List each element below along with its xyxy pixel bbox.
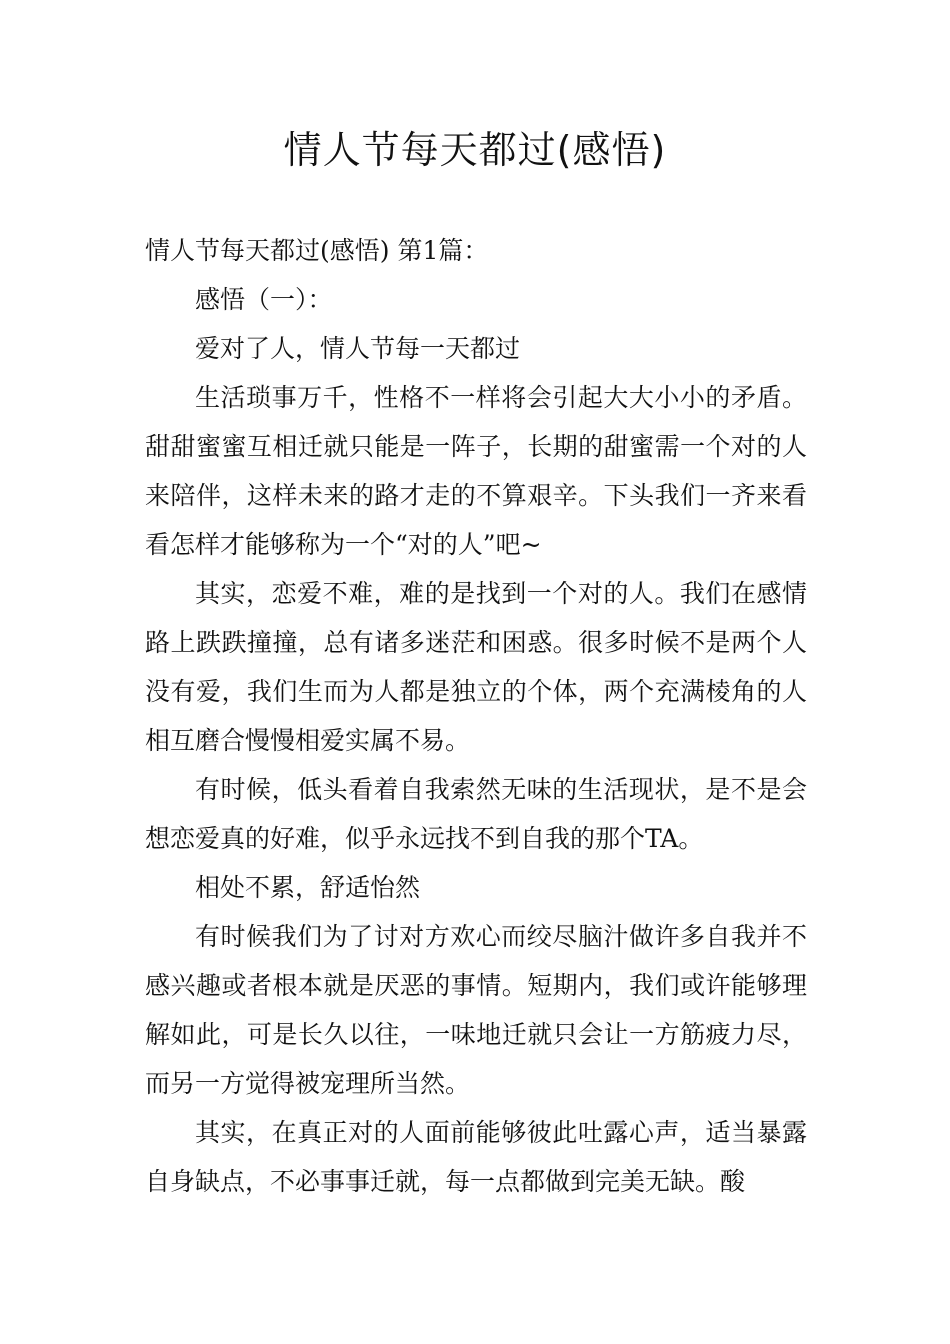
document-body <box>145 226 807 1206</box>
paragraph: 生活琐事万千，性格不一样将会引起大大小小的矛盾。甜甜蜜蜜互相迁就只能是一阵子，长期的甜蜜需一个对的人来陪伴，这样未来的路才走的不算艰辛。下头我们一齐来看看怎样才能够称为一个“对的人”吧~ <box>145 383 807 559</box>
paragraph: 有时候我们为了讨对方欢心而绞尽脑汁做许多自我并不感兴趣或者根本就是厌恶的事情。短期内，我们或许能够理解如此，可是长久以往，一味地迁就只会让一方筋疲力尽，而另一方觉得被宠理所当然。 <box>145 922 807 1098</box>
subsection-heading: 感悟（一）： <box>195 285 333 314</box>
subheading: 相处不累，舒适怡然 <box>195 873 421 902</box>
paragraph: 其实，恋爱不难，难的是找到一个对的人。我们在感情路上跌跌撞撞，总有诸多迷茫和困惑。很多时候不是两个人没有爱，我们生而为人都是独立的个体，两个充满棱角的人相互磨合慢慢相爱实属不易。 <box>145 579 807 755</box>
paragraph: 有时候，低头看着自我索然无味的生活现状，是不是会想恋爱真的好难，似乎永远找不到自我的那个TA。 <box>145 775 807 853</box>
subheading: 爱对了人，情人节每一天都过 <box>195 334 521 363</box>
section-heading: 情人节每天都过(感悟) 第1篇： <box>145 236 489 265</box>
paragraph: 其实，在真正对的人面前能够彼此吐露心声，适当暴露自身缺点，不必事事迁就，每一点都做到完美无缺。酸 <box>145 1118 807 1196</box>
document-title: 情人节每天都过(感悟) <box>283 128 667 172</box>
